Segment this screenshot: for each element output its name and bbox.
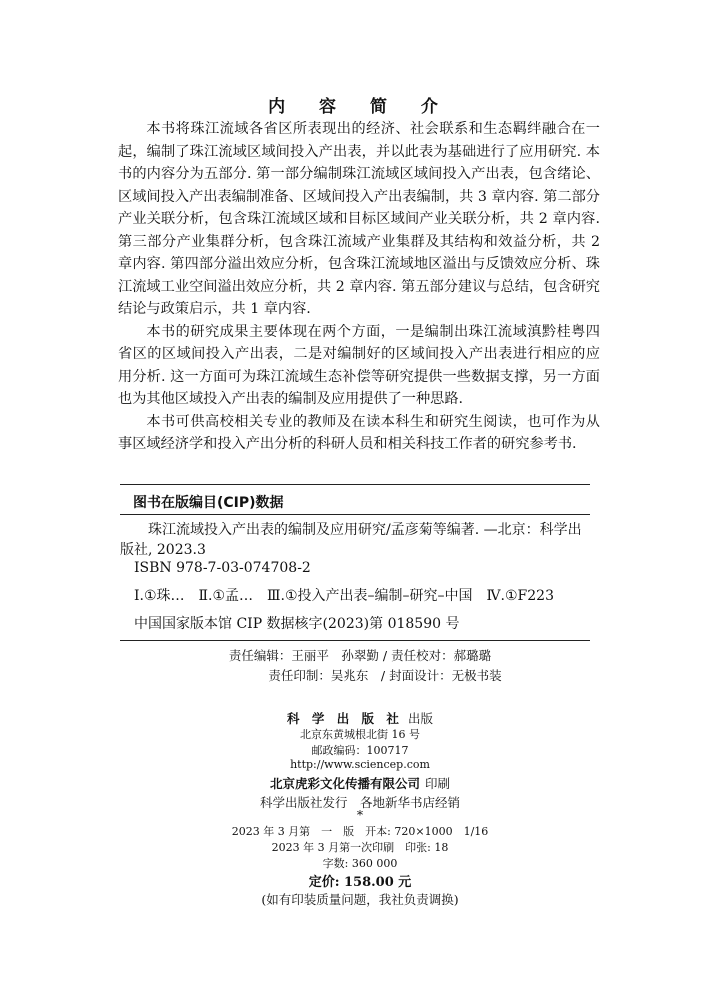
- printer-line: [0, 773, 720, 792]
- publisher-line: [0, 708, 720, 727]
- production-credits: 责任印制：吴兆东 / 封面设计：无极书装: [268, 668, 502, 683]
- quality-note: (如有印装质量问题，我社负责调换): [261, 892, 459, 907]
- cip-heading: 图书在版编目(CIP)数据: [133, 495, 284, 511]
- cip-library-record: 中国国家版本馆 CIP 数据核字(2023)第 018590 号: [134, 616, 460, 632]
- word-count: 字数: 360 000: [322, 857, 398, 870]
- summary-paragraph-1: 本书将珠江流域各省区所表现出的经济、社会联系和生态羁绊融合在一起，编制了珠江流域区域间投入产出表，并以此表为基础进行了应用研究. 本书的内容分为五部分. 第一部分编制珠江流域区域间投入产出表，包含绪论、区域间投入产出表编制准备、区域间投入产出表编制，共 3 章内容. 第二部分产业关联分析，包含珠江流域区域和目标区域间产业关联分析，共 2 章内容. 第三部分产业集群分析，包含珠江流域产业集群及其结构和效益分析，共 2 章内容. 第四部分溢出效应分析，包含珠江流域地区溢出与反馈效应分析、珠江流域工业空间溢出效应分析，共 2 章内容. 第五部分建议与总结，包含研究结论与政策启示，共 1 章内容.: [118, 121, 600, 317]
- separator-asterisk: *: [356, 807, 364, 822]
- publisher-name: 科 学 出 版 社: [286, 711, 403, 726]
- cip-top-rule: [120, 484, 590, 485]
- summary-paragraph-3: 本书可供高校相关专业的教师及在读本科生和研究生阅读，也可作为从事区域经济学和投入产出分析的科研人员和相关科技工作者的研究参考书.: [118, 413, 600, 452]
- cip-title-line: 珠江流域投入产出表的编制及应用研究/孟彦菊等编著. —北京：科学出版社, 2023.3: [120, 522, 582, 558]
- publisher-website: http://www.sciencep.com: [290, 758, 430, 771]
- cip-bottom-rule: [120, 640, 590, 641]
- summary-paragraph-2: 本书的研究成果主要体现在两个方面，一是编制出珠江流域滇黔桂粤四省区的区域间投入产出表，二是对编制好的区域间投入产出表进行相应的应用分析. 这一方面可为珠江流域生态补偿等研究提供一些数据支撑，另一方面也为其他区域投入产出表的编制及应用提供了一种思路.: [118, 323, 600, 407]
- distribution-line: 科学出版社发行 各地新华书店经销: [259, 795, 460, 810]
- edition-line: 2023 年 3 月第 一 版 开本: 720×1000 1/16: [231, 825, 489, 838]
- publisher-address: 北京东黄城根北街 16 号: [300, 728, 420, 741]
- printing-line: 2023 年 3 月第一次印刷 印张: 18: [271, 841, 449, 854]
- cip-classification: Ⅰ.①珠… Ⅱ.①孟… Ⅲ.①投入产出表–编制–研究–中国 Ⅳ.①F223: [134, 588, 554, 604]
- cip-isbn: ISBN 978-7-03-074708-2: [134, 560, 311, 576]
- printer-role: 印刷: [425, 776, 451, 791]
- editor-credits: 责任编辑：王丽平 孙翠勤 / 责任校对：郝璐璐: [228, 648, 492, 663]
- publisher-role: 出版: [408, 711, 434, 726]
- summary-title: 内 容 简 介: [268, 97, 452, 117]
- price: 定价: 158.00 元: [308, 875, 412, 890]
- summary-body: [118, 118, 600, 456]
- publisher-postcode: 邮政编码：100717: [311, 744, 409, 757]
- printer-name: 北京虎彩文化传播有限公司: [269, 776, 420, 791]
- cip-heading-rule: [120, 514, 590, 515]
